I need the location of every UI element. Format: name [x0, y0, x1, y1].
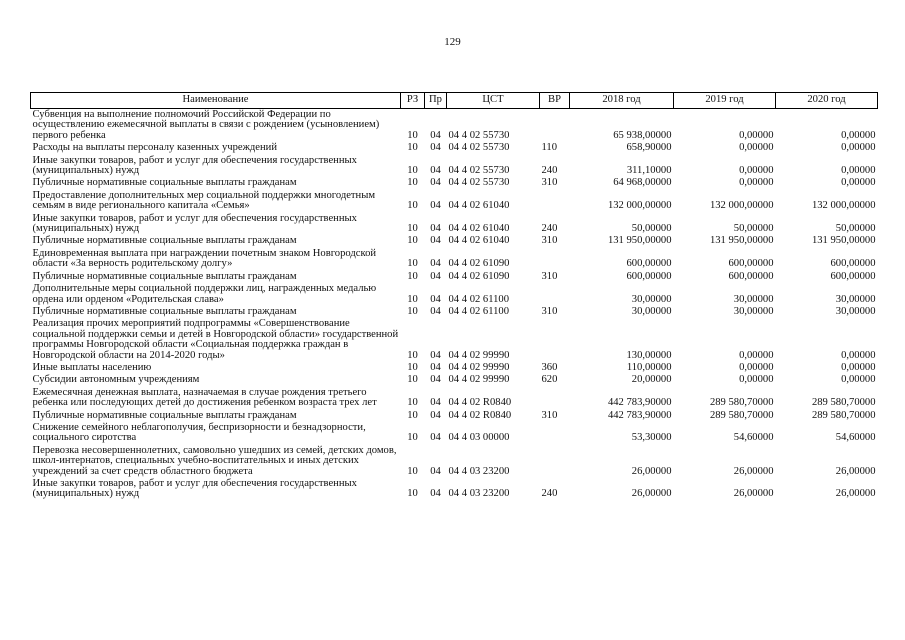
row-amount-2019: 30,00000	[733, 293, 774, 305]
row-vr	[540, 283, 570, 306]
row-name: Публичные нормативные социальные выплаты гражданам	[32, 305, 297, 317]
row-name: Дополнительные меры социальной поддержки лиц, награжденных медалью ордена или орденом «Родительская слава»	[32, 283, 377, 305]
row-pr: 04	[430, 129, 441, 141]
row-amount-2020: 0,00000	[841, 165, 876, 177]
row-amount-2018: 110,00000	[626, 361, 672, 373]
header-rz: РЗ	[401, 93, 425, 109]
row-rz: 10	[407, 361, 418, 373]
row-name: Расходы на выплаты персоналу казенных учреждений	[32, 142, 277, 154]
row-rz: 10	[407, 258, 418, 270]
table-header-row	[31, 93, 878, 109]
row-name: Перевозка несовершеннолетних, самовольно ушедших из семей, детских домов, школ-интернатов, специальных учебно-воспитательных и иных детских учреждений за счет средств областного бюджета	[32, 444, 397, 477]
row-amount-2019: 600,00000	[728, 270, 774, 282]
header-2018: 2018 год	[570, 93, 674, 109]
table-row	[31, 248, 878, 271]
row-name: Публичные нормативные социальные выплаты гражданам	[32, 177, 297, 189]
row-amount-2018: 65 938,00000	[613, 129, 672, 141]
table-row	[31, 445, 878, 478]
row-vr: 620	[541, 374, 558, 386]
row-pr: 04	[430, 488, 441, 500]
table-row	[31, 271, 878, 283]
row-rz: 10	[407, 349, 418, 361]
row-vr	[540, 387, 570, 410]
row-amount-2020: 0,00000	[841, 349, 876, 361]
row-cst: 04 4 02 55730	[448, 165, 510, 177]
row-amount-2020: 26,00000	[835, 488, 876, 500]
row-vr: 310	[541, 305, 558, 317]
row-amount-2019: 0,00000	[739, 177, 774, 189]
row-vr	[540, 445, 570, 478]
row-rz: 10	[407, 165, 418, 177]
table-row	[31, 283, 878, 306]
row-pr: 04	[430, 270, 441, 282]
row-cst: 04 4 02 61040	[448, 235, 510, 247]
row-pr: 04	[430, 142, 441, 154]
row-amount-2018: 26,00000	[631, 465, 672, 477]
row-cst: 04 4 02 61040	[448, 223, 510, 235]
row-amount-2018: 53,30000	[631, 432, 672, 444]
row-name: Иные закупки товаров, работ и услуг для обеспечения государственных (муниципальных) нужд	[32, 154, 357, 177]
row-amount-2018: 20,00000	[631, 374, 672, 386]
row-name: Иные выплаты населению	[32, 361, 152, 373]
row-vr: 240	[541, 488, 558, 500]
row-pr: 04	[430, 349, 441, 361]
row-pr: 04	[430, 223, 441, 235]
row-rz: 10	[407, 374, 418, 386]
row-amount-2019: 289 580,70000	[709, 397, 774, 409]
row-vr: 310	[541, 409, 558, 421]
header-pr: Пр	[425, 93, 447, 109]
row-cst: 04 4 02 61090	[448, 258, 510, 270]
row-amount-2019: 0,00000	[739, 142, 774, 154]
row-name: Ежемесячная денежная выплата, назначаемая в случае рождения третьего ребенка или последующих детей до достижения ребенком возраста трех лет	[32, 386, 377, 409]
table-row	[31, 374, 878, 386]
row-amount-2019: 0,00000	[739, 374, 774, 386]
page-number: 129	[444, 36, 461, 48]
row-amount-2018: 131 950,00000	[607, 235, 672, 247]
row-cst: 04 4 02 55730	[448, 142, 510, 154]
row-amount-2019: 132 000,00000	[709, 200, 774, 212]
row-name: Субвенция на выполнение полномочий Российской Федерации по осуществлению ежемесячной выплаты в связи с рождением (усыновлением) первого ребенка	[32, 109, 380, 141]
row-amount-2019: 600,00000	[728, 258, 774, 270]
row-vr	[540, 190, 570, 213]
row-vr	[540, 248, 570, 271]
row-amount-2019: 0,00000	[739, 129, 774, 141]
row-pr: 04	[430, 293, 441, 305]
header-cst: ЦСТ	[447, 93, 540, 109]
row-pr: 04	[430, 409, 441, 421]
table-row	[31, 387, 878, 410]
row-pr: 04	[430, 361, 441, 373]
row-amount-2018: 442 783,90000	[607, 397, 672, 409]
row-cst: 04 4 02 99990	[448, 361, 510, 373]
row-rz: 10	[407, 223, 418, 235]
row-name: Единовременная выплата при награждении почетным знаком Новгородской области «За верность родительскому долгу»	[32, 247, 377, 270]
row-pr: 04	[430, 258, 441, 270]
row-vr: 310	[541, 177, 558, 189]
row-cst: 04 4 03 23200	[448, 488, 510, 500]
row-amount-2018: 30,00000	[631, 305, 672, 317]
row-amount-2018: 311,10000	[626, 165, 672, 177]
row-name: Субсидии автономным учреждениям	[32, 374, 200, 386]
row-vr: 240	[541, 165, 558, 177]
row-amount-2018: 64 968,00000	[613, 177, 672, 189]
row-amount-2020: 0,00000	[841, 142, 876, 154]
table-row	[31, 142, 878, 154]
row-pr: 04	[430, 177, 441, 189]
row-amount-2020: 131 950,00000	[811, 235, 876, 247]
row-cst: 04 4 02 55730	[448, 177, 510, 189]
table-row	[31, 478, 878, 501]
row-name: Иные закупки товаров, работ и услуг для обеспечения государственных (муниципальных) нужд	[32, 478, 357, 500]
row-amount-2018: 600,00000	[626, 270, 672, 282]
row-rz: 10	[407, 465, 418, 477]
row-pr: 04	[430, 235, 441, 247]
row-amount-2020: 0,00000	[841, 177, 876, 189]
row-cst: 04 4 02 R0840	[448, 397, 512, 409]
row-vr: 360	[541, 361, 558, 373]
row-amount-2019: 0,00000	[739, 361, 774, 373]
row-amount-2020: 289 580,70000	[811, 397, 876, 409]
row-amount-2019: 0,00000	[739, 349, 774, 361]
table-row	[31, 410, 878, 422]
row-amount-2020: 289 580,70000	[811, 409, 876, 421]
header-name: Наименование	[31, 93, 401, 109]
header-2020: 2020 год	[776, 93, 878, 109]
row-amount-2020: 132 000,00000	[811, 200, 876, 212]
row-rz: 10	[407, 142, 418, 154]
row-name: Реализация прочих мероприятий подпрограммы «Совершенствование социальной поддержки семьи и детей в Новгородской области» государственной программы Новгородской области «Социальная поддержка граждан в Новгородской области на 2014-2020 годы»	[32, 318, 399, 361]
row-amount-2020: 0,00000	[841, 374, 876, 386]
row-rz: 10	[407, 488, 418, 500]
row-amount-2020: 30,00000	[835, 305, 876, 317]
row-rz: 10	[407, 432, 418, 444]
row-amount-2019: 0,00000	[739, 165, 774, 177]
row-amount-2018: 26,00000	[631, 488, 672, 500]
row-name: Публичные нормативные социальные выплаты гражданам	[32, 409, 297, 421]
table-body	[31, 109, 878, 501]
row-pr: 04	[430, 432, 441, 444]
header-vr: ВР	[540, 93, 570, 109]
row-vr: 310	[541, 235, 558, 247]
table-row	[31, 109, 878, 143]
row-amount-2019: 26,00000	[733, 465, 774, 477]
row-rz: 10	[407, 235, 418, 247]
row-amount-2020: 0,00000	[841, 361, 876, 373]
row-name: Публичные нормативные социальные выплаты гражданам	[32, 235, 297, 247]
row-amount-2020: 26,00000	[835, 465, 876, 477]
budget-table	[30, 92, 878, 501]
row-cst: 04 4 02 99990	[448, 349, 510, 361]
row-name: Предоставление дополнительных мер социальной поддержки многодетным семьям в виде регионального капитала «Семья»	[32, 189, 376, 212]
row-rz: 10	[407, 305, 418, 317]
row-cst: 04 4 02 61040	[448, 200, 510, 212]
row-pr: 04	[430, 305, 441, 317]
row-amount-2018: 600,00000	[626, 258, 672, 270]
row-rz: 10	[407, 129, 418, 141]
row-amount-2019: 26,00000	[733, 488, 774, 500]
row-rz: 10	[407, 397, 418, 409]
row-pr: 04	[430, 165, 441, 177]
row-cst: 04 4 02 R0840	[448, 409, 512, 421]
row-amount-2020: 600,00000	[830, 258, 876, 270]
table-row	[31, 235, 878, 247]
row-amount-2018: 50,00000	[631, 223, 672, 235]
row-amount-2019: 131 950,00000	[709, 235, 774, 247]
table-row	[31, 155, 878, 178]
row-pr: 04	[430, 200, 441, 212]
row-rz: 10	[407, 270, 418, 282]
row-pr: 04	[430, 397, 441, 409]
table-row	[31, 362, 878, 374]
row-vr: 110	[541, 142, 557, 154]
table-row	[31, 318, 878, 362]
row-amount-2019: 30,00000	[733, 305, 774, 317]
row-amount-2018: 132 000,00000	[607, 200, 672, 212]
header-2019: 2019 год	[674, 93, 776, 109]
table-row	[31, 177, 878, 189]
row-amount-2019: 50,00000	[733, 223, 774, 235]
table-row	[31, 422, 878, 445]
row-name: Публичные нормативные социальные выплаты гражданам	[32, 270, 297, 282]
row-cst: 04 4 03 23200	[448, 465, 510, 477]
row-amount-2018: 442 783,90000	[607, 409, 672, 421]
row-cst: 04 4 02 55730	[448, 129, 510, 141]
row-vr: 240	[541, 223, 558, 235]
row-amount-2018: 658,90000	[626, 142, 672, 154]
row-rz: 10	[407, 200, 418, 212]
row-cst: 04 4 02 61100	[448, 305, 510, 317]
table-row	[31, 306, 878, 318]
row-amount-2020: 0,00000	[841, 129, 876, 141]
row-rz: 10	[407, 409, 418, 421]
row-amount-2020: 30,00000	[835, 293, 876, 305]
row-vr	[540, 109, 570, 143]
row-amount-2020: 600,00000	[830, 270, 876, 282]
row-cst: 04 4 02 61090	[448, 270, 510, 282]
row-amount-2019: 289 580,70000	[709, 409, 774, 421]
table-row	[31, 213, 878, 236]
row-cst: 04 4 02 99990	[448, 374, 510, 386]
row-rz: 10	[407, 177, 418, 189]
row-amount-2018: 30,00000	[631, 293, 672, 305]
row-amount-2020: 50,00000	[835, 223, 876, 235]
table-row	[31, 190, 878, 213]
row-cst: 04 4 03 00000	[448, 432, 510, 444]
row-rz: 10	[407, 293, 418, 305]
row-amount-2020: 54,60000	[835, 432, 876, 444]
row-cst: 04 4 02 61100	[448, 293, 510, 305]
row-amount-2019: 54,60000	[733, 432, 774, 444]
row-name: Иные закупки товаров, работ и услуг для обеспечения государственных (муниципальных) нужд	[32, 212, 357, 235]
row-name: Снижение семейного неблагополучия, беспризорности и безнадзорности, социального сиротства	[32, 421, 366, 444]
row-pr: 04	[430, 374, 441, 386]
row-vr	[540, 318, 570, 362]
row-amount-2018: 130,00000	[626, 349, 672, 361]
row-vr: 310	[541, 270, 558, 282]
row-pr: 04	[430, 465, 441, 477]
row-vr	[540, 422, 570, 445]
